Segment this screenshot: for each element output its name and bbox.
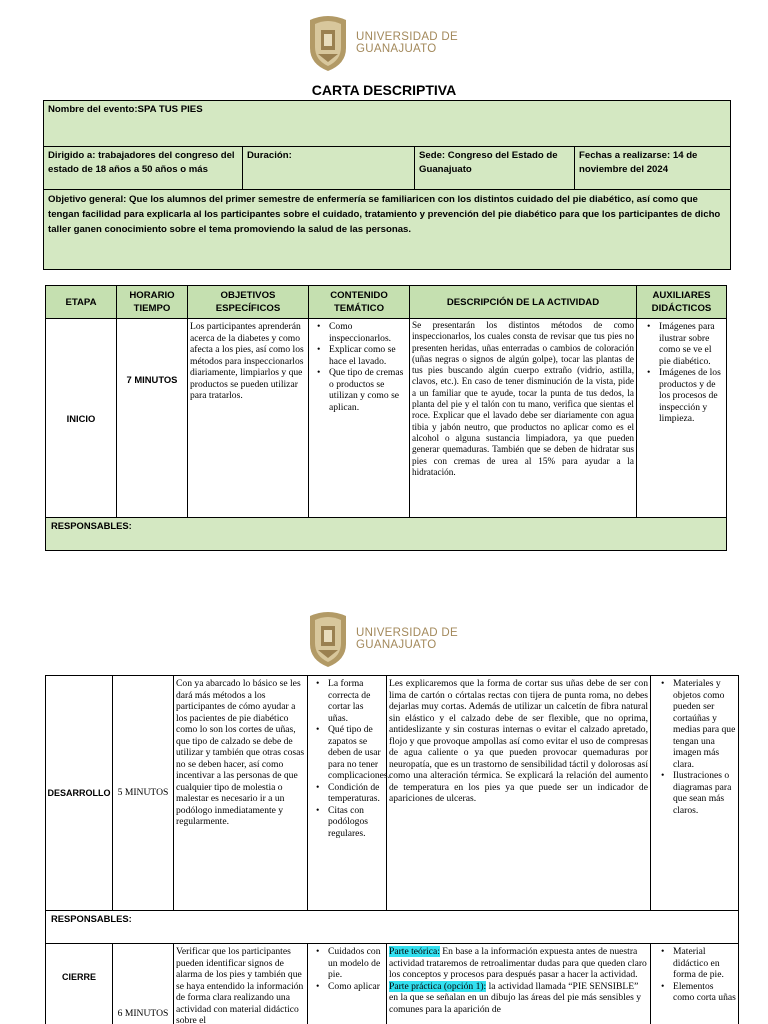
- row-inicio-auxiliares: [636, 318, 727, 518]
- row-inicio-tiempo: 7 MINUTOS: [116, 318, 188, 518]
- university-crest-icon: [306, 14, 350, 72]
- row-desarrollo-tiempo: 5 MINUTOS: [112, 675, 174, 911]
- row-inicio-responsables: RESPONSABLES:: [45, 517, 727, 551]
- row-cierre-contenido: [307, 943, 387, 1024]
- contenido-item: • Condición de temperaturas.: [314, 782, 384, 805]
- contenido-item: • Que tipo de cremas o productos se utilizan y como se aplican.: [315, 367, 407, 413]
- row-cierre-auxiliares: [650, 943, 739, 1024]
- row-inicio-etapa: INICIO: [45, 318, 117, 518]
- teorica-text: En base a la información expuesta antes de nuestra actividad trataremos de retroalimentar dudas para que queden claro los conceptos y procesos para después pasar a hacer la actividad.: [389, 946, 647, 980]
- row-cierre-etapa: CIERRE: [45, 943, 113, 1024]
- row-inicio-descripcion: Se presentarán los distintos métodos de como inspeccionarlos, los cuales consta de revisar que tus pies no presenten heridas, uñas enterradas o cambios de coloración (uñas negras o signos de algún golpe), tocar las plantas de tus pies buscando algún cuerpo extraño (vidrio, astilla, clavos, etc.). En caso de tener disminución de la vista, pide a un familiar que te ayude, tocar la punta de tus dedos, la planta del pie y el talón con tu mano, verifica que sientas el roce. Explicar que el lavado debe ser diariamente con agua tibia y jabón neutro, que productos no aplicar como es el alcohol o alguna sustancia limpiadora, ya que pueden generar quemaduras. También que se deben de hidratar sus pies con cremas de urea al 15% para ayudar a la hidratación.: [409, 318, 637, 518]
- university-name: UNIVERSIDAD DE GUANAJUATO: [356, 31, 458, 55]
- header-horario: HORARIO TIEMPO: [116, 285, 188, 319]
- contenido-item: • Cuidados con un modelo de pie.: [314, 946, 384, 981]
- general-objective-cell: Objetivo general: Que los alumnos del primer semestre de enfermería se familiaricen con los distintos cuidado del pie diabético, así como que tengan facilidad para explicarla al los participantes sobre el cuidado, tratamiento y prevención del pie diabético para que los participantes de dicho taller ganen conocimiento sobre el tema promoviendo la salud de las personas.: [43, 189, 731, 270]
- auxiliar-item: • Imágenes de los productos y de los procesos de inspección y limpieza.: [645, 367, 724, 425]
- auxiliar-item: • Imágenes para ilustrar sobre como se ve el pie diabético.: [645, 321, 724, 367]
- row-desarrollo-responsables: RESPONSABLES:: [45, 910, 739, 944]
- dates-cell: Fechas a realizarse: 14 de noviembre del 2024: [574, 146, 731, 190]
- university-logo: [306, 610, 458, 668]
- row-desarrollo-auxiliares: [650, 675, 739, 911]
- row-inicio-objetivos: Los participantes aprenderán acerca de la diabetes y como afecta a los pies, así como los métodos para inspeccionarlos diariamente, limpiarlos y que productos se pueden utilizar para tratarlos.: [187, 318, 309, 518]
- row-desarrollo-etapa: DESARROLLO: [45, 675, 113, 911]
- row-desarrollo-contenido: [307, 675, 391, 911]
- row-inicio-contenido: [308, 318, 410, 518]
- university-crest-icon: [306, 610, 350, 668]
- practica-label: Parte práctica (opción 1):: [389, 980, 487, 992]
- contenido-item: • La forma correcta de cortar las uñas.: [314, 678, 384, 724]
- contenido-item: • Como inspeccionarlos.: [315, 321, 407, 344]
- target-audience-cell: Dirigido a: trabajadores del congreso del estado de 18 años a 50 años o más: [43, 146, 243, 190]
- header-auxiliares: AUXILIARES DIDÁCTICOS: [636, 285, 727, 319]
- auxiliar-item: • Elementos como corta uñas: [659, 981, 736, 1004]
- contenido-item: • Como aplicar: [314, 981, 384, 993]
- auxiliar-item: • Ilustraciones o diagramas para que sean más claros.: [659, 770, 736, 816]
- contenido-item: • Qué tipo de zapatos se deben de usar para no tener complicaciones.: [314, 724, 384, 782]
- event-name-cell: Nombre del evento:SPA TUS PIES: [43, 100, 731, 147]
- header-descripcion: DESCRIPCIÓN DE LA ACTIVIDAD: [409, 285, 637, 319]
- row-desarrollo-descripcion: Les explicaremos que la forma de cortar sus uñas debe de ser con lima de cartón o córtalas rectas con tijera de punta roma, no debes dejarlas muy cortas. Además de utilizar un calcetín de fibra natural sin elástico y el calzado debe de ser flexible, que no oprima, antideslizante y sin costuras internas o evitar el calzado apretado, flojo y que provoque ampollas así como evitar el uso de compresas de agua caliente o ya que pueden provocar quemaduras por neuropatía, que es un trastorno de sensibilidad táctil y dolorosas así como una alteración térmica. Se explicará la relación del aumento de temperatura en los pies ya que puede ser un indicador de apariciones de ulceras.: [386, 675, 651, 911]
- practica-text: la actividad llamada “PIE SENSIBLE” en la que se señalan en un dibujo las áreas del pie más sensibles y comunes para la aparición de: [389, 980, 642, 1015]
- row-cierre-objetivos: Verificar que los participantes pueden identificar signos de alarma de los pies y también que se haya entendido la información de forma clara realizando una actividad con material didáctico sobre el: [173, 943, 308, 1024]
- contenido-item: • Citas con podólogos regulares.: [314, 805, 384, 840]
- university-name: UNIVERSIDAD DE GUANAJUATO: [356, 627, 458, 651]
- header-contenido: CONTENIDO TEMÁTICO: [308, 285, 410, 319]
- duration-cell: Duración:: [242, 146, 415, 190]
- auxiliar-item: • Materiales y objetos como pueden ser cortaúñas y medias para que tengan una imagen más clara.: [659, 678, 736, 770]
- venue-cell: Sede: Congreso del Estado de Guanajuato: [414, 146, 575, 190]
- header-objetivos: OBJETIVOS ESPECÍFICOS: [187, 285, 309, 319]
- row-desarrollo-objetivos: Con ya abarcado lo básico se les dará más métodos a los participantes de cómo ayudar a los pacientes de pie diabético como lo son los cortes de uñas, que tipo de calzado se debe de utilizar y también que otras cosas no se deben hacer, así como incentivar a las personas de que cualquier tipo de molestia o malestar es necesario ir a un podólogo inmediatamente y regularmente.: [173, 675, 308, 911]
- header-etapa: ETAPA: [45, 285, 117, 319]
- auxiliar-item: • Material didáctico en forma de pie.: [659, 946, 736, 981]
- university-logo: [306, 14, 458, 72]
- row-cierre-descripcion: [386, 943, 651, 1024]
- row-cierre-tiempo: 6 MINUTOS: [112, 943, 174, 1024]
- contenido-item: • Explicar como se hace el lavado.: [315, 344, 407, 367]
- page-title: CARTA DESCRIPTIVA: [311, 82, 457, 98]
- teorica-label: Parte teórica:: [389, 946, 440, 957]
